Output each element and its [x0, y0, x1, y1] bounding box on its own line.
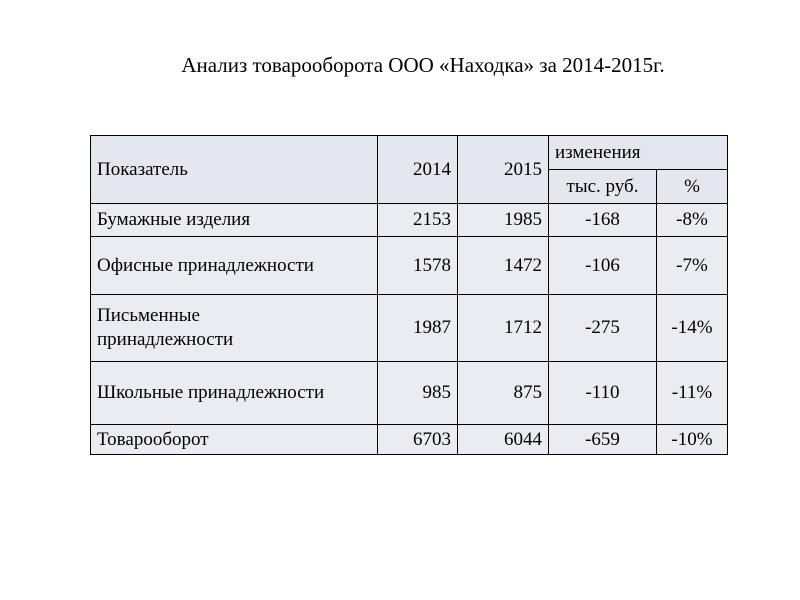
header-year-2015: 2015 — [458, 136, 549, 204]
row-2015: 875 — [458, 362, 549, 425]
row-name — [91, 425, 378, 455]
table-row — [91, 204, 728, 237]
row-change-abs: -106 — [549, 237, 657, 295]
row-name-line-2: принадлежности — [97, 329, 234, 350]
row-change-pct: -10% — [657, 425, 728, 455]
row-change-abs: -659 — [549, 425, 657, 455]
table-row — [91, 237, 728, 295]
row-change-abs: -110 — [549, 362, 657, 425]
row-name — [91, 362, 378, 425]
row-name-line: Бумажные изделия — [97, 209, 251, 230]
page-title: Анализ товарооборота ООО «Находка» за 2014-2015г. — [181, 53, 665, 77]
row-name-line: Товарооборот — [97, 428, 209, 450]
table-row — [91, 425, 728, 455]
table-row — [91, 362, 728, 425]
row-change-abs: -275 — [549, 295, 657, 362]
row-name-line: Офисные принадлежности — [97, 254, 314, 276]
row-name-line: Письменные — [97, 305, 200, 326]
header-year-2014: 2014 — [378, 136, 458, 204]
header-indicator: Показатель — [91, 136, 378, 204]
row-2014: 985 — [378, 362, 458, 425]
row-change-pct: -7% — [657, 237, 728, 295]
turnover-table — [90, 135, 728, 455]
table-row — [91, 295, 728, 362]
row-name — [91, 237, 378, 295]
row-2014: 2153 — [378, 204, 458, 237]
row-2014: 1578 — [378, 237, 458, 295]
row-change-pct: -14% — [657, 295, 728, 362]
row-change-pct: -8% — [657, 204, 728, 237]
row-2015: 1472 — [458, 237, 549, 295]
header-changes: изменения — [549, 136, 728, 170]
row-name-line: Школьные принадлежности — [97, 382, 325, 403]
row-2014: 1987 — [378, 295, 458, 362]
header-changes-pct: % — [657, 170, 728, 204]
row-2015: 1712 — [458, 295, 549, 362]
row-name — [91, 204, 378, 237]
row-2015: 6044 — [458, 425, 549, 455]
row-name — [91, 295, 378, 362]
row-change-pct: -11% — [657, 362, 728, 425]
row-change-abs: -168 — [549, 204, 657, 237]
row-2014: 6703 — [378, 425, 458, 455]
header-changes-abs: тыс. руб. — [549, 170, 657, 204]
row-2015: 1985 — [458, 204, 549, 237]
